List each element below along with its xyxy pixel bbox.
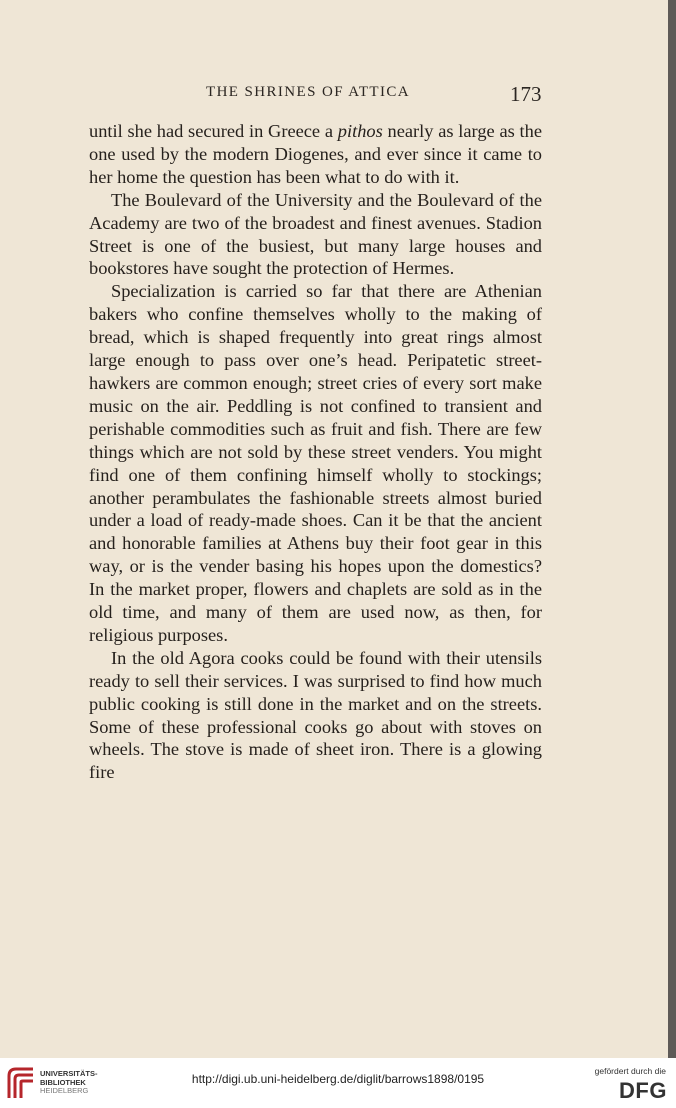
digital-collection-link[interactable]: http://digi.ub.uni-heidelberg.de/diglit/barrows1898/0195 — [191, 1072, 485, 1086]
paragraph-1-end: nearly as large as the one used by the modern Diogenes, and ever since it came to her home the question has been what to do with it. — [89, 121, 543, 187]
dfg-logo: DFG — [619, 1078, 667, 1103]
funding-note: gefördert durch die — [594, 1066, 666, 1076]
page-header — [0, 84, 668, 108]
paragraph-2: The Boulevard of the University and the Boulevard of the Academy are two of the broadest and finest avenues. Stadion Street is one of the busiest, but many large houses and bookstores have sought the protection of Hermes. — [89, 189, 542, 279]
library-name-line1: UNIVERSITÄTS- — [40, 1069, 98, 1078]
paragraph-4: In the old Agora cooks could be found with their utensils ready to sell their services. I was surprised to find how much public cooking is still done in the market and on the streets. Some of these professional cooks go about with stoves on wheels. The stove is made of sheet iron. There is a glowing fire — [89, 647, 542, 783]
body-text — [89, 120, 542, 784]
running-title: THE SHRINES OF ATTICA — [206, 84, 410, 100]
paragraph-1-start: until she had secured in Greece a — [89, 121, 338, 141]
paragraph-1 — [89, 120, 542, 189]
italic-word-pithos: pithos — [337, 121, 383, 141]
library-name-line3: HEIDELBERG — [40, 1086, 89, 1095]
scan-page-edge — [668, 0, 676, 1058]
page-number: 173 — [510, 82, 542, 106]
paragraph-3: Specialization is carried so far that there are Athenian bakers who confine themselves wholly to the making of bread, which is shaped frequently into great rings almost large enough to pass over one’s head. Peripatetic street-hawkers are common enough; street cries of every sort make music on the air. Peddling is not confined to transient and perishable commodities such as fruit and fish. There are few things which are not sold by these street venders. You might find one of them confining himself wholly to stockings; another perambulates the fashionable streets almost buried under a load of ready-made shoes. Can it be that the ancient and honorable families at Athens buy their foot gear in this way, or is the vender basing his hopes upon the domestics? In the market proper, flowers and chaplets are sold as in the old time, and many of them are used now, as then, for religious purposes. — [89, 281, 542, 645]
library-name-line2: BIBLIOTHEK — [40, 1077, 86, 1087]
